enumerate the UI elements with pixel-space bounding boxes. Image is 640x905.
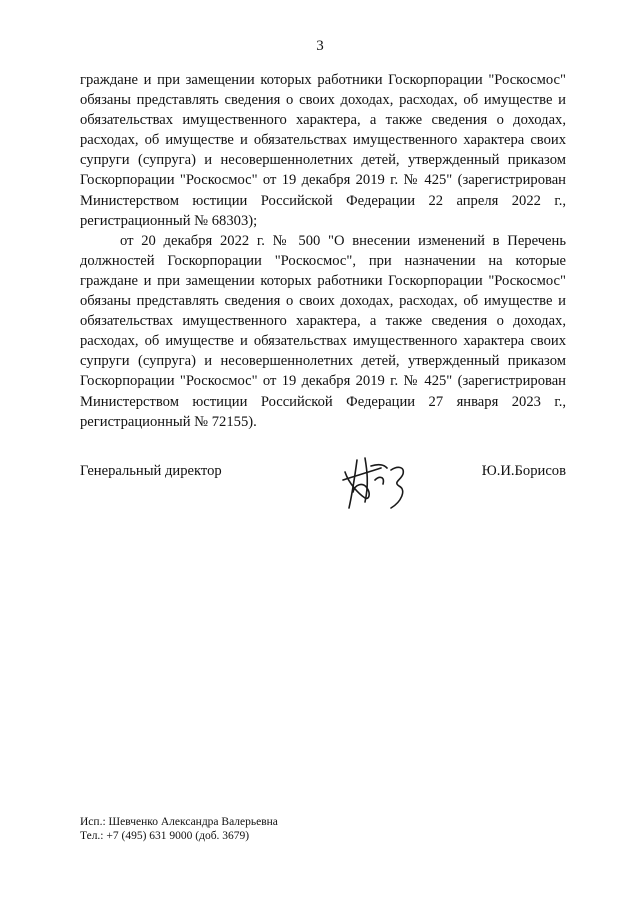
document-body <box>80 70 566 432</box>
paragraph-continuation: граждане и при замещении которых работники Госкорпорации "Роскосмос" обязаны представлять сведения о своих доходах, расходах, об имуществе и обязательствах имущественного характера, а также сведения о доходах, расходах, об имуществе и обязательствах имущественного характера своих супруги (супруга) и несовершеннолетних детей, утвержденный приказом Госкорпорации "Роскосмос" от 19 декабря 2019 г. № 425" (зарегистрирован Министерством юстиции Российской Федерации 22 апреля 2022 г., регистрационный № 68303); <box>80 72 566 229</box>
handwritten-signature <box>335 450 425 520</box>
signatory-name: Ю.И.Борисов <box>481 463 566 479</box>
executor-info <box>80 815 480 843</box>
paragraph-order-500: от 20 декабря 2022 г. № 500 "О внесении изменений в Перечень должностей Госкорпорации "Роскосмос", при назначении на которые граждане и при замещении которых работники Госкорпорации "Роскосмос" обязаны представлять сведения о своих доходах, расходах, об имуществе и обязательствах имущественного характера, а также сведения о доходах, расходах, об имуществе и обязательствах имущественного характера своих супруги (супруга) и несовершеннолетних детей, утвержденный приказом Госкорпорации "Роскосмос" от 19 декабря 2019 г. № 425" (зарегистрирован Министерством юстиции Российской Федерации 27 января 2023 г., регистрационный № 72155). <box>80 232 566 430</box>
signature-block <box>80 458 566 528</box>
executor-name: Исп.: Шевченко Александра Валерьевна <box>80 816 278 828</box>
executor-phone: Тел.: +7 (495) 631 9000 (доб. 3679) <box>80 830 250 842</box>
signatory-position: Генеральный директор <box>80 463 222 479</box>
page-number: 3 <box>316 38 324 54</box>
